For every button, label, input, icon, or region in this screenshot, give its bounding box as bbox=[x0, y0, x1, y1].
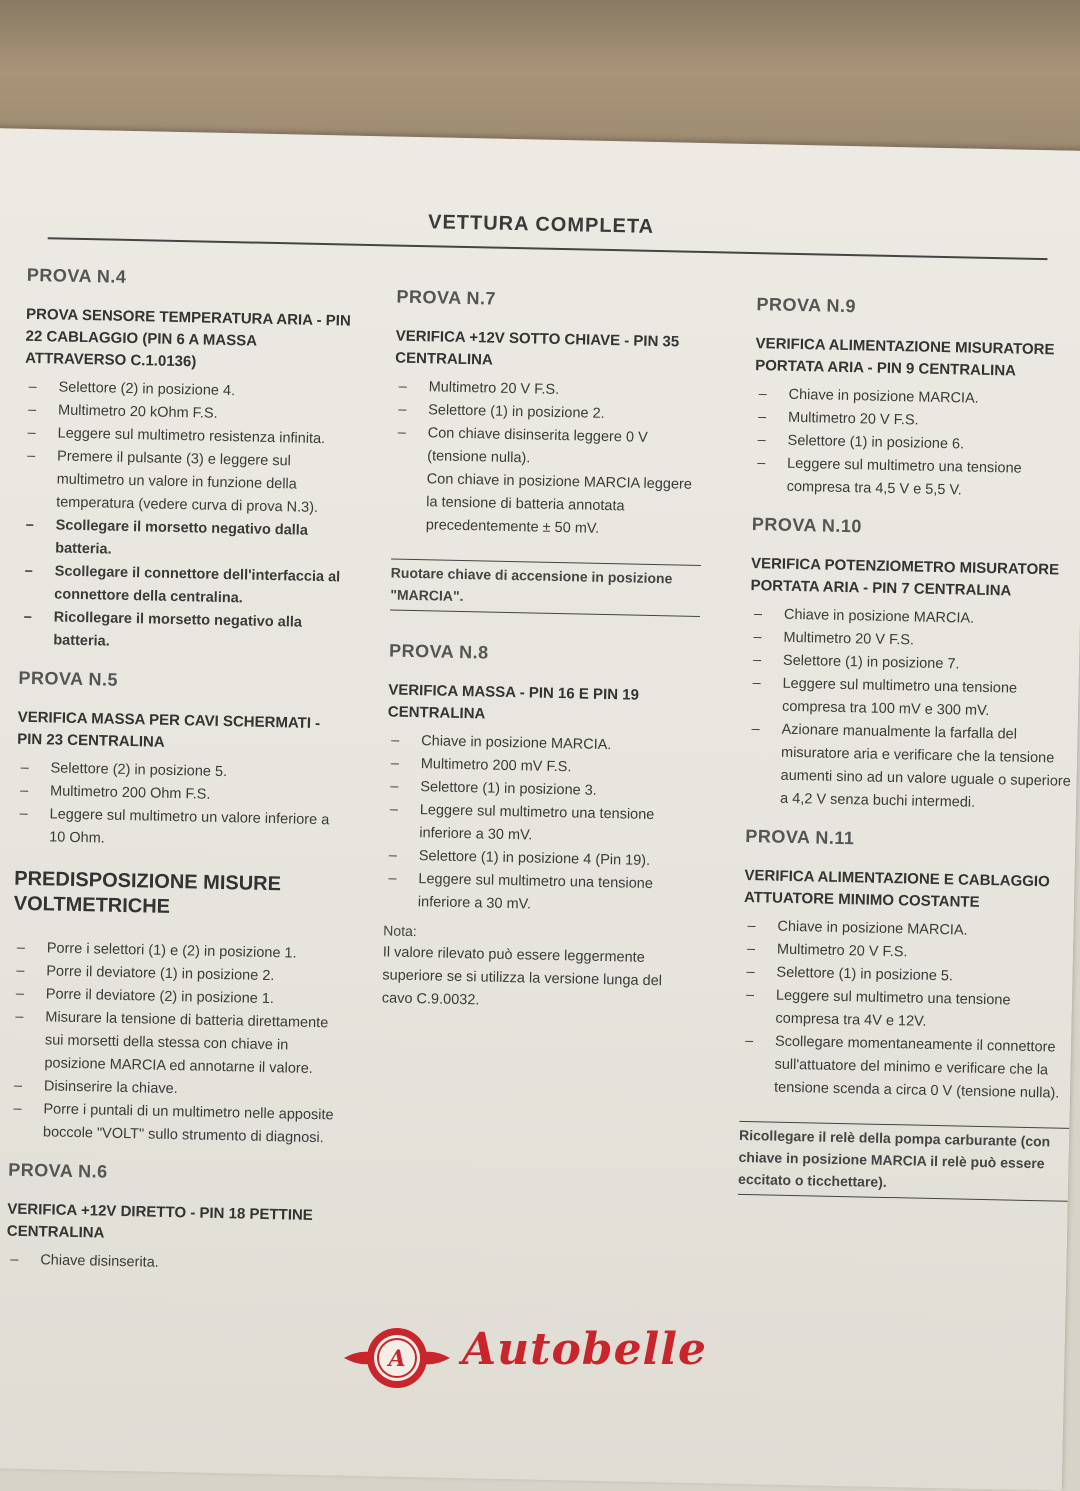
prova-6-heading: VERIFICA +12V DIRETTO - PIN 18 PETTINE CENTRALINA bbox=[6, 1200, 313, 1242]
list-item: – Selettore (2) in posizione 5. bbox=[16, 757, 346, 787]
list-item: – Selettore (1) in posizione 4 (Pin 19). bbox=[385, 844, 695, 873]
list-item: – Chiave disinserita. bbox=[6, 1249, 336, 1279]
list-item: – Multimetro 20 V F.S. bbox=[754, 406, 1080, 436]
list-item: – Selettore (1) in posizione 2. bbox=[394, 399, 704, 428]
prova-11-steps bbox=[740, 915, 1074, 1106]
prova-11-title: PROVA N.11 bbox=[745, 825, 855, 849]
nota-text: Il valore rilevato può essere leggermente superiore se si utilizza la versione lunga del cavo C.9.0032. bbox=[381, 944, 663, 1009]
list-item: – Ricollegare il morsetto negativo alla batteria. bbox=[19, 606, 350, 659]
prova-9-steps bbox=[752, 383, 1080, 505]
list-item: – Porre il deviatore (1) in posizione 2. bbox=[12, 960, 342, 990]
predisposizione-heading: PREDISPOSIZIONE MISURE VOLTMETRICHE bbox=[13, 867, 282, 918]
list-item: – Scollegare il connettore dell'interfaccia al connettore della centralina. bbox=[20, 560, 351, 613]
list-item: – Leggere sul multimetro una tensione inferiore a 30 mV. bbox=[384, 867, 695, 919]
prova-11-boxed-note: Ricollegare il relè della pompa carburante (con chiave in posizione MARCIA il relè può essere eccitato o ticchettare). bbox=[738, 1121, 1069, 1202]
list-item: – Selettore (1) in posizione 3. bbox=[386, 775, 696, 804]
prova-4-heading: PROVA SENSORE TEMPERATURA ARIA - PIN 22 CABLAGGIO (PIN 6 A MASSA ATTRAVERSO C.1.0136) bbox=[25, 305, 351, 371]
nota-label: Nota: bbox=[383, 922, 417, 940]
list-item: – Multimetro 20 V F.S. bbox=[394, 376, 704, 405]
list-item: – Leggere sul multimetro una tensione compresa tra 4V e 12V. bbox=[741, 984, 1072, 1037]
list-item: – Porre i puntali di un multimetro nelle apposite boccole "VOLT" sullo strumento di diagnosi. bbox=[9, 1098, 340, 1151]
list-item: – Con chiave disinserita leggere 0 V (tensione nulla). bbox=[393, 422, 704, 474]
list-item: – Selettore (1) in posizione 6. bbox=[753, 429, 1080, 459]
list-item: – Chiave in posizione MARCIA. bbox=[754, 383, 1080, 413]
prova-9-title: PROVA N.9 bbox=[756, 294, 857, 317]
prova-10-title: PROVA N.10 bbox=[751, 514, 863, 537]
autobelle-emblem-icon bbox=[342, 1318, 452, 1398]
prova-5-heading: VERIFICA MASSA PER CAVI SCHERMATI - PIN 23 CENTRALINA bbox=[17, 708, 321, 751]
list-item: – Selettore (1) in posizione 7. bbox=[749, 649, 1079, 679]
prova-7-boxed-note: Ruotare chiave di accensione in posizione "MARCIA". bbox=[390, 558, 701, 616]
prova-9-heading: VERIFICA ALIMENTAZIONE MISURATORE PORTATA ARIA - PIN 9 CENTRALINA bbox=[755, 335, 1055, 380]
list-item: – Leggere sul multimetro una tensione compresa tra 4,5 V e 5,5 V. bbox=[752, 452, 1080, 505]
list-item: – Leggere sul multimetro un valore inferiore a 10 Ohm. bbox=[15, 803, 346, 856]
list-item: – Azionare manualmente la farfalla del misuratore aria e verificare che la tensione aumenti sino ad un valore uguale o superiore a 4,2 V senza buchi intermedi. bbox=[746, 718, 1078, 817]
list-item: – Porre il deviatore (2) in posizione 1. bbox=[12, 983, 342, 1013]
prova-8-title: PROVA N.8 bbox=[388, 640, 489, 663]
column-middle bbox=[382, 287, 707, 1017]
list-item: – Selettore (1) in posizione 5. bbox=[742, 961, 1072, 991]
prova-4-title: PROVA N.4 bbox=[26, 264, 127, 287]
column-left bbox=[6, 265, 357, 1295]
autobelle-wordmark: Autobelle bbox=[462, 1324, 707, 1375]
list-item: – Multimetro 20 kOhm F.S. bbox=[24, 399, 354, 429]
list-item: – Disinserire la chiave. bbox=[10, 1075, 340, 1105]
list-item: – Leggere sul multimetro resistenza infinita. bbox=[23, 422, 353, 452]
prova-10-heading: VERIFICA POTENZIOMETRO MISURATORE PORTATA ARIA - PIN 7 CENTRALINA bbox=[750, 555, 1060, 600]
emblem-letter: A bbox=[388, 1346, 406, 1372]
list-item: – Scollegare momentaneamente il connettore sull'attuatore del minimo e verificare che la tensione scenda a circa 0 V (tensione nulla). bbox=[740, 1030, 1071, 1106]
prova-4-steps bbox=[19, 376, 355, 659]
list-item: – Multimetro 200 mV F.S. bbox=[387, 752, 697, 781]
prova-7-title: PROVA N.7 bbox=[396, 286, 497, 309]
list-item: – Multimetro 20 V F.S. bbox=[749, 626, 1079, 656]
list-item: – Chiave in posizione MARCIA. bbox=[743, 915, 1073, 945]
prova-7-continuation: Con chiave in posizione MARCIA leggere la tensione di batteria annotata precedentemente ± 50 mV. bbox=[425, 471, 693, 537]
list-item: – Chiave in posizione MARCIA. bbox=[750, 603, 1080, 633]
list-item: – Selettore (2) in posizione 4. bbox=[24, 376, 354, 406]
prova-6-title: PROVA N.6 bbox=[7, 1159, 108, 1182]
list-item: – Leggere sul multimetro una tensione inferiore a 30 mV. bbox=[385, 798, 696, 850]
prova-7-steps bbox=[393, 376, 705, 474]
page-header-title: VETTURA COMPLETA bbox=[427, 211, 655, 238]
prova-8-steps bbox=[384, 729, 698, 919]
autobelle-watermark bbox=[342, 1318, 762, 1398]
list-item: – Multimetro 20 V F.S. bbox=[743, 938, 1073, 968]
list-item: – Porre i selettori (1) e (2) in posizione 1. bbox=[13, 937, 343, 967]
prova-5-steps bbox=[15, 757, 347, 856]
manual-page bbox=[0, 128, 1080, 1491]
list-item: – Chiave in posizione MARCIA. bbox=[387, 729, 697, 758]
list-item: – Multimetro 200 Ohm F.S. bbox=[16, 780, 346, 810]
prova-11-heading: VERIFICA ALIMENTAZIONE E CABLAGGIO ATTUATORE MINIMO COSTANTE bbox=[743, 866, 1050, 911]
prova-7-heading: VERIFICA +12V SOTTO CHIAVE - PIN 35 CENTRALINA bbox=[395, 327, 680, 369]
list-item: – Scollegare il morsetto negativo dalla batteria. bbox=[21, 514, 352, 567]
list-item: – Leggere sul multimetro una tensione compresa tra 100 mV e 300 mV. bbox=[748, 672, 1079, 725]
column-right bbox=[737, 294, 1080, 1232]
prova-5-title: PROVA N.5 bbox=[18, 667, 119, 690]
prova-8-heading: VERIFICA MASSA - PIN 16 E PIN 19 CENTRALINA bbox=[387, 681, 640, 723]
list-item: – Misurare la tensione di batteria direttamente sui morsetti della stessa con chiave in posizione MARCIA ed annotarne il valore. bbox=[10, 1006, 341, 1082]
prova-6-steps bbox=[6, 1249, 336, 1279]
prova-10-steps bbox=[746, 603, 1080, 817]
predisposizione-steps bbox=[9, 937, 343, 1151]
header-rule bbox=[48, 237, 1048, 260]
list-item: – Premere il pulsante (3) e leggere sul multimetro un valore in funzione della temperatura (vedere curva di prova N.3). bbox=[22, 445, 353, 521]
